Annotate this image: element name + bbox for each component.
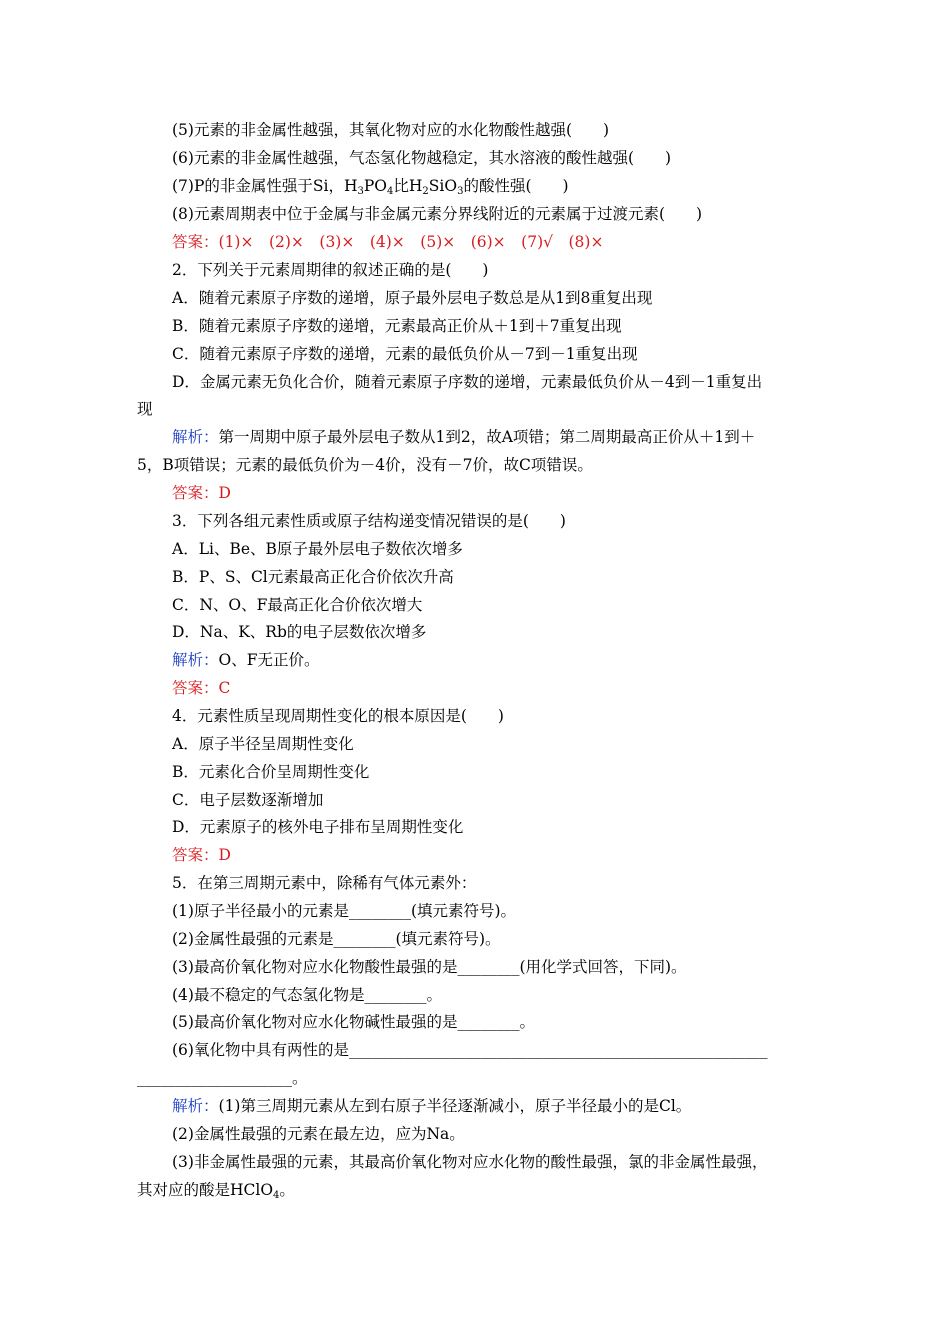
q2-stem: 2．下列关于元素周期律的叙述正确的是( ) [172, 261, 489, 279]
q5-analysis-2: (2)金属性最强的元素在最左边，应为Na。 [172, 1125, 465, 1143]
q4-stem: 4．元素性质呈现周期性变化的根本原因是( ) [172, 707, 504, 725]
q2-analysis: 解析：第一周期中原子最外层电子数从1到2，故A项错；第二周期最高正价从＋1到＋ [172, 428, 756, 446]
q3-option-a: A．Li、Be、B原子最外层电子数依次增多 [172, 540, 463, 558]
q3-analysis: 解析：O、F无正价。 [172, 651, 320, 669]
q4-option-c: C．电子层数逐渐增加 [172, 791, 324, 809]
q5-item-5: (5)最高价氧化物对应水化物碱性最强的是________。 [172, 1013, 535, 1031]
q5-item-6-wrap: ____________________。 [137, 1069, 308, 1087]
q2-answer: 答案：D [172, 484, 231, 502]
q1-answer: 答案：(1)× (2)× (3)× (4)× (5)× (6)× (7)√ (8)× [172, 233, 604, 251]
q1-item-5: (5)元素的非金属性越强，其氧化物对应的水化物酸性越强( ) [172, 121, 610, 139]
q1-item-7: (7)P的非金属性强于Si，$H_3PO_4$比$H_2SiO_3$的酸性强( ) [172, 177, 569, 197]
q2-option-d-wrap: 现 [137, 400, 153, 418]
q5-item-2: (2)金属性最强的元素是________(填元素符号)。 [172, 930, 501, 948]
q2-option-d: D．金属元素无负化合价，随着元素原子序数的递增，元素最低负价从－4到－1重复出 [172, 373, 763, 391]
q5-item-4: (4)最不稳定的气态氢化物是________。 [172, 986, 442, 1004]
q4-answer: 答案：D [172, 846, 231, 864]
q5-item-1: (1)原子半径最小的元素是________(填元素符号)。 [172, 902, 517, 920]
q2-option-a: A．随着元素原子序数的递增，原子最外层电子数总是从1到8重复出现 [172, 289, 653, 307]
q5-analysis-3: (3)非金属性最强的元素，其最高价氧化物对应水化物的酸性最强，氯的非金属性最强， [172, 1153, 768, 1171]
q3-option-c: C．N、O、F最高正化合价依次增大 [172, 596, 423, 614]
q1-item-6: (6)元素的非金属性越强，气态氢化物越稳定，其水溶液的酸性越强( ) [172, 149, 672, 167]
q5-item-3: (3)最高价氧化物对应水化物酸性最强的是________(用化学式回答，下同)。 [172, 958, 687, 976]
q5-item-6: (6)氧化物中具有两性的是______________________________________________________ [172, 1041, 768, 1059]
q5-stem: 5．在第三周期元素中，除稀有气体元素外： [172, 874, 477, 892]
q5-analysis-1: 解析：(1)第三周期元素从左到右原子半径逐渐减小，原子半径最小的是Cl。 [172, 1097, 692, 1115]
q4-option-d: D．元素原子的核外电子排布呈周期性变化 [172, 818, 464, 836]
q3-stem: 3．下列各组元素性质或原子结构递变情况错误的是( ) [172, 512, 566, 530]
q3-answer: 答案：C [172, 679, 231, 697]
q5-analysis-3-cont: 其对应的酸是HClO$_4$。 [137, 1181, 295, 1201]
q3-option-b: B．P、S、Cl元素最高正化合价依次升高 [172, 568, 454, 586]
q4-option-b: B．元素化合价呈周期性变化 [172, 763, 370, 781]
q2-option-b: B．随着元素原子序数的递增，元素最高正价从＋1到＋7重复出现 [172, 317, 622, 335]
q2-analysis-cont: 5，B项错误；元素的最低负价为－4价，没有－7价，故C项错误。 [137, 456, 593, 474]
q1-item-8: (8)元素周期表中位于金属与非金属元素分界线附近的元素属于过渡元素( ) [172, 205, 703, 223]
q3-option-d: D．Na、K、Rb的电子层数依次增多 [172, 623, 427, 641]
q2-option-c: C．随着元素原子序数的递增，元素的最低负价从－7到－1重复出现 [172, 345, 638, 363]
q4-option-a: A．原子半径呈周期性变化 [172, 735, 354, 753]
